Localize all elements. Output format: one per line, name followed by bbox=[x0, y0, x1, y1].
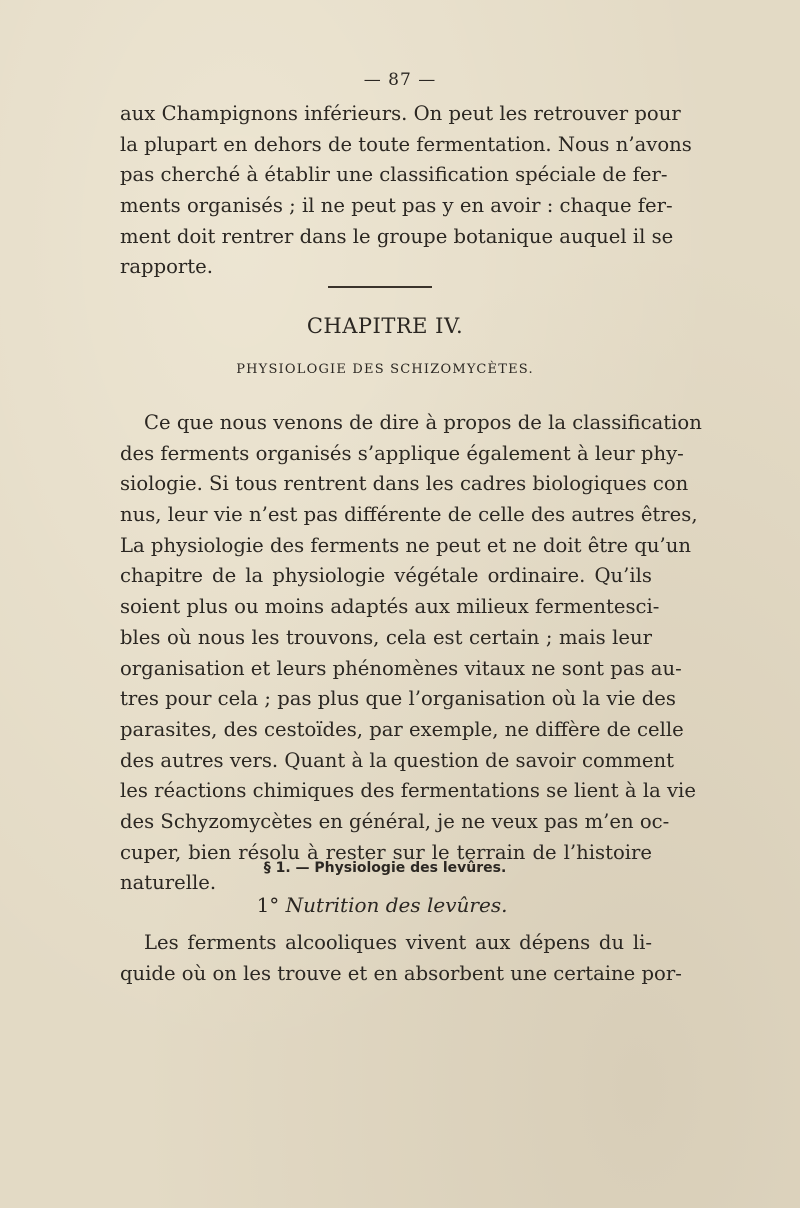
chapter-title: CHAPITRE IV. bbox=[306, 314, 464, 338]
paragraph-3 bbox=[120, 928, 682, 989]
text-line: Les ferments alcooliques vivent aux dépens du li- bbox=[144, 931, 652, 954]
text-line: des Schyzomycètes en général, je ne veux pas m’en oc- bbox=[120, 809, 670, 833]
text-line: la plupart en dehors de toute fermentation. Nous n’avons bbox=[120, 132, 692, 156]
chapter-divider bbox=[328, 286, 432, 288]
subsection-heading: Nutrition des levûres. bbox=[285, 893, 508, 917]
paragraph-1 bbox=[120, 99, 692, 283]
text-line: pas cherché à établir une classification spéciale de fer- bbox=[120, 163, 668, 187]
text-line: ments organisés ; il ne peut pas y en avoir : chaque fer- bbox=[120, 194, 673, 218]
text-line: bles où nous les trouvons, cela est certain ; mais leur bbox=[120, 625, 652, 649]
chapter-subtitle: PHYSIOLOGIE DES SCHIZOMYCÈTES. bbox=[236, 362, 534, 377]
text-line: Ce que nous venons de dire à propos de la classification bbox=[144, 411, 702, 434]
text-line: La physiologie des ferments ne peut et ne doit être qu’un bbox=[120, 533, 691, 557]
text-line: rapporte. bbox=[120, 255, 213, 279]
text-line: ment doit rentrer dans le groupe botanique auquel il se bbox=[120, 224, 674, 248]
page-number: — 87 — bbox=[363, 70, 437, 90]
subsection-title bbox=[0, 893, 764, 917]
text-line: organisation et leurs phénomènes vitaux ne sont pas au- bbox=[120, 656, 682, 680]
text-line: naturelle. bbox=[120, 871, 217, 895]
section-title: § 1. — Physiologie des levûres. bbox=[263, 860, 507, 876]
text-line: chapitre de la physiologie végétale ordinaire. Qu’ils bbox=[120, 564, 652, 588]
text-line: soient plus ou moins adaptés aux milieux fermentesci- bbox=[120, 595, 660, 619]
subsection-number: 1° bbox=[256, 893, 280, 917]
text-line: quide où on les trouve et en absorbent une certaine por- bbox=[120, 961, 682, 985]
text-line: des autres vers. Quant à la question de savoir comment bbox=[120, 748, 675, 772]
text-line: aux Champignons inférieurs. On peut les retrouver pour bbox=[120, 102, 681, 125]
text-line: cuper, bien résolu à rester sur le terrain de l’histoire bbox=[120, 840, 652, 864]
text-line: nus, leur vie n’est pas différente de celle des autres êtres, bbox=[120, 503, 698, 527]
text-line: tres pour cela ; pas plus que l’organisation où la vie des bbox=[120, 687, 676, 711]
text-line: les réactions chimiques des fermentations se lient à la vie bbox=[120, 779, 696, 803]
paragraph-2 bbox=[120, 408, 702, 899]
text-line: siologie. Si tous rentrent dans les cadres biologiques con bbox=[120, 472, 689, 496]
text-line: des ferments organisés s’applique également à leur phy- bbox=[120, 441, 684, 465]
text-line: parasites, des cestoïdes, par exemple, ne diffère de celle bbox=[120, 717, 684, 741]
